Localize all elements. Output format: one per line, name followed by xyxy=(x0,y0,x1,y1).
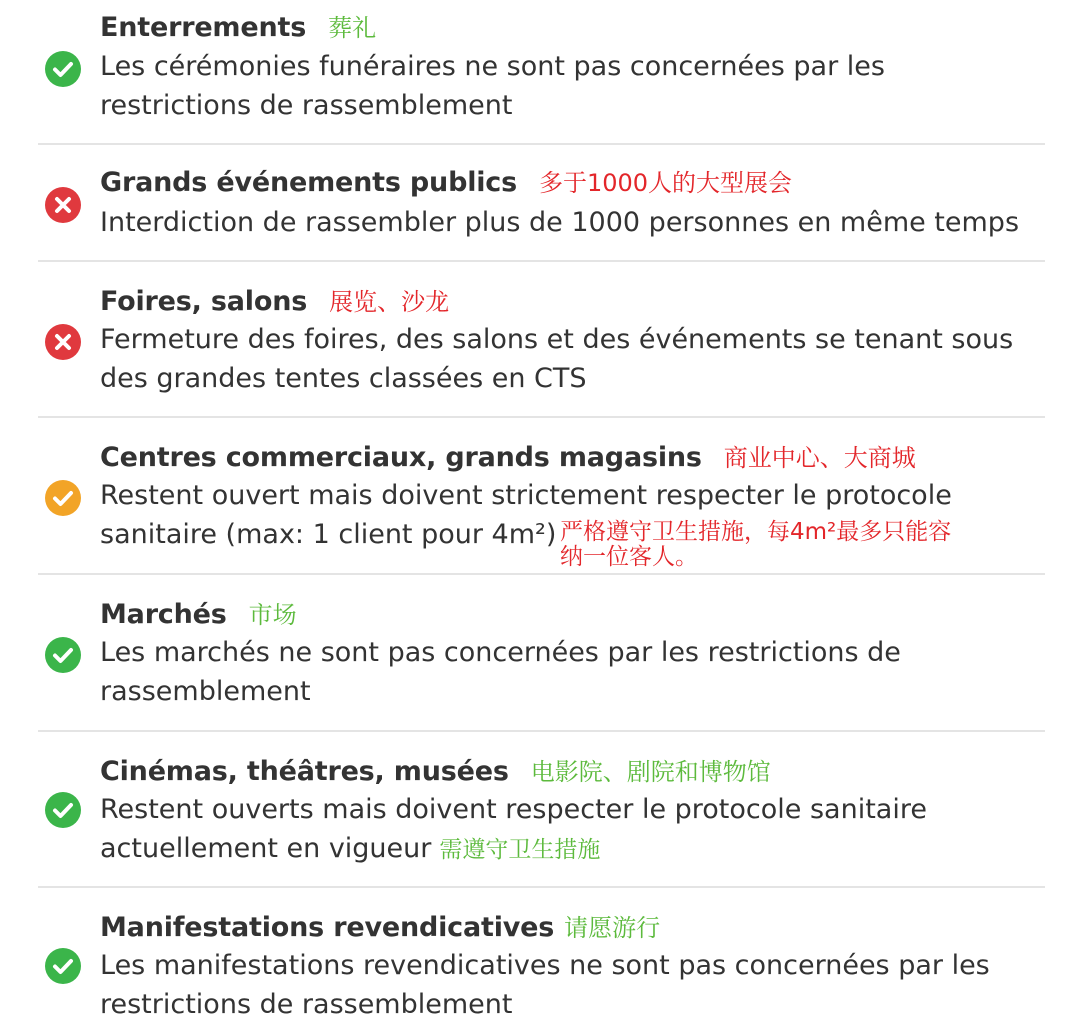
x-circle-icon xyxy=(45,187,81,223)
divider xyxy=(38,143,1045,145)
item-translation-note: 市场 xyxy=(248,601,297,629)
item-header xyxy=(100,282,449,317)
item-translation-note: 电影院、剧院和博物馆 xyxy=(530,758,771,786)
x-circle-icon xyxy=(45,324,81,360)
item-translation-note: 商业中心、大商城 xyxy=(723,444,916,472)
item-header xyxy=(100,8,376,43)
item-description: Les manifestations revendicatives ne sont pas concernées par les restrictions de rassemblement xyxy=(100,950,990,1020)
divider xyxy=(38,573,1045,575)
item-translation-note: 请愿游行 xyxy=(564,914,661,942)
item-header xyxy=(100,595,297,630)
check-circle-icon xyxy=(45,637,81,673)
item-description: Interdiction de rassembler plus de 1000 personnes en même temps xyxy=(100,207,1020,238)
item-header xyxy=(100,752,771,787)
item-title: Grands événements publics xyxy=(100,167,517,198)
divider xyxy=(38,886,1045,888)
item-title: Cinémas, théâtres, musées xyxy=(100,756,509,787)
item-header xyxy=(100,438,916,473)
item-title: Centres commerciaux, grands magasins xyxy=(100,442,702,473)
divider xyxy=(38,260,1045,262)
check-circle-icon xyxy=(45,51,81,87)
item-title: Foires, salons xyxy=(100,286,308,317)
divider xyxy=(38,730,1045,732)
item-description: Les cérémonies funéraires ne sont pas concernées par les restrictions de rassemblement xyxy=(100,51,885,121)
item-title: Marchés xyxy=(100,599,227,630)
item-title: Manifestations revendicatives xyxy=(100,912,555,943)
check-circle-icon xyxy=(45,792,81,828)
item-inline-translation-note: 需遵守卫生措施 xyxy=(439,837,601,863)
divider xyxy=(38,416,1045,418)
item-translation-note: 展览、沙龙 xyxy=(329,288,450,316)
item-translation-side-note: 严格遵守卫生措施，每4m²最多只能容 纳一位客人。 xyxy=(560,519,952,570)
item-header xyxy=(100,163,792,198)
check-circle-icon xyxy=(45,948,81,984)
item-description: Les marchés ne sont pas concernées par les restrictions de rassemblement xyxy=(100,637,901,707)
item-description: Fermeture des foires, des salons et des événements se tenant sous des grandes tentes classées en CTS xyxy=(100,324,1014,394)
item-translation-note: 葬礼 xyxy=(328,14,377,42)
item-description: Restent ouvert mais doivent strictement respecter le protocole sanitaire (max: 1 client pour 4m²) xyxy=(100,480,952,550)
item-translation-note: 多于1000人的大型展会 xyxy=(538,169,793,197)
check-circle-icon xyxy=(45,480,81,516)
item-header xyxy=(100,908,660,943)
item-title: Enterrements xyxy=(100,12,307,43)
item-description: Restent ouverts mais doivent respecter le protocole sanitaire actuellement en vigueur 需遵守卫生措施 xyxy=(100,794,927,864)
